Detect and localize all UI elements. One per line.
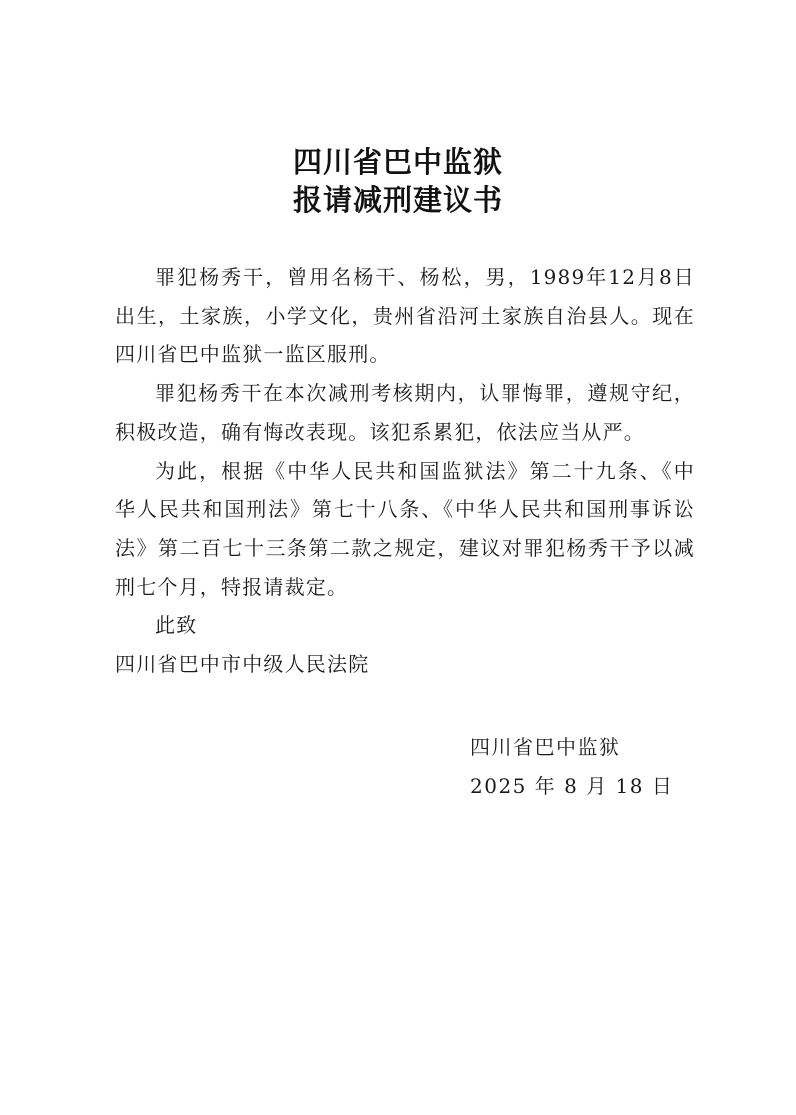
document-title-line1: 四川省巴中监狱 [292, 145, 503, 179]
signatory: 四川省巴中监狱 [470, 735, 621, 759]
paragraph-assessment: 罪犯杨秀干在本次减刑考核期内，认罪悔罪，遵规守纪，积极改造，确有悔改表现。该犯系累犯，依法应当从严。 [115, 381, 695, 444]
document-title-line2: 报请减刑建议书 [292, 183, 503, 217]
salutation: 此致 [155, 613, 198, 638]
recipient-court: 四川省巴中市中级人民法院 [115, 652, 370, 677]
document-body [115, 258, 695, 684]
paragraph-offender-info: 罪犯杨秀干，曾用名杨干、杨松，男，1989年12月8日出生，土家族，小学文化，贵州省沿河土家族自治县人。现在四川省巴中监狱一监区服刑。 [115, 265, 695, 367]
paragraph-recommendation: 为此，根据《中华人民共和国监狱法》第二十九条、《中华人民共和国刑法》第七十八条、《中华人民共和国刑事诉讼法》第二百七十三条第二款之规定，建议对罪犯杨秀干予以减刑七个月，特报请裁定。 [115, 458, 695, 599]
document-date: 2025 年 8 月 18 日 [470, 774, 674, 798]
